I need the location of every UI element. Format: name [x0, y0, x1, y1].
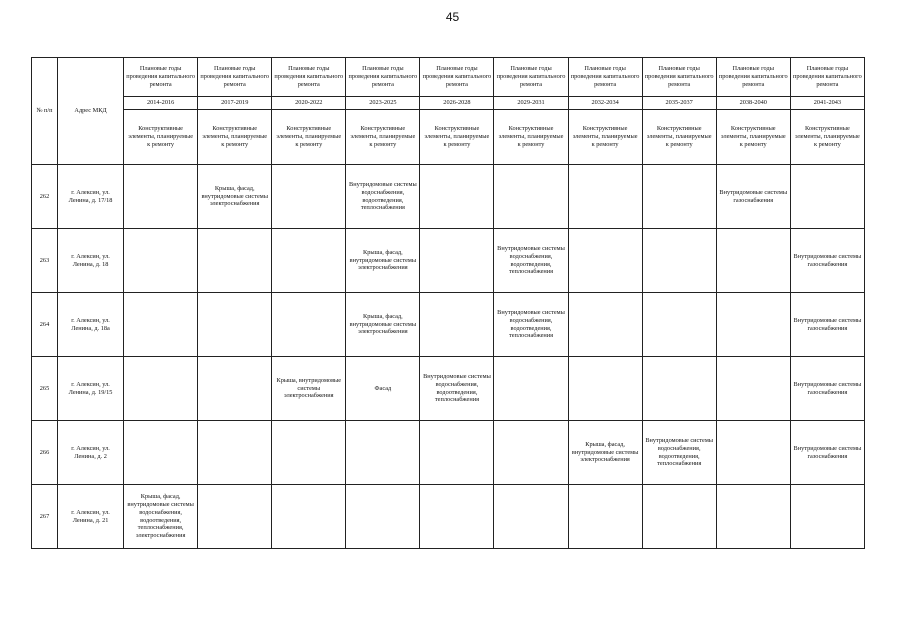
repair-cell [124, 357, 198, 421]
period-plan-header: Плановые годы проведения капитального ремонта [346, 58, 420, 97]
period-years: 2041-2043 [790, 97, 864, 110]
row-address: г. Алексин, ул. Ленина, д. 18а [58, 293, 124, 357]
period-plan-header: Плановые годы проведения капитального ремонта [790, 58, 864, 97]
elements-header: Конструктивные элементы, планируемые к ремонту [568, 110, 642, 165]
repair-cell [198, 485, 272, 549]
repair-cell: Внутридомовые системы водоснабжения, водоотведения, теплоснабжения [494, 229, 568, 293]
row-address: г. Алексин, ул. Ленина, д. 17/18 [58, 165, 124, 229]
elements-header: Конструктивные элементы, планируемые к ремонту [420, 110, 494, 165]
row-address: г. Алексин, ул. Ленина, д. 18 [58, 229, 124, 293]
repair-cell [568, 165, 642, 229]
repair-cell [716, 421, 790, 485]
repair-cell [124, 165, 198, 229]
elements-header: Конструктивные элементы, планируемые к ремонту [272, 110, 346, 165]
row-number: 266 [32, 421, 58, 485]
repair-cell [198, 421, 272, 485]
repair-cell: Внутридомовые системы водоснабжения, водоотведения, теплоснабжения [494, 293, 568, 357]
repair-cell [568, 357, 642, 421]
row-number: 267 [32, 485, 58, 549]
elements-header: Конструктивные элементы, планируемые к ремонту [494, 110, 568, 165]
period-plan-header: Плановые годы проведения капитального ремонта [568, 58, 642, 97]
repair-cell [642, 357, 716, 421]
repair-cell [346, 421, 420, 485]
repair-cell [272, 485, 346, 549]
repair-cell [790, 165, 864, 229]
repair-cell: Крыша, внутридомовые системы электроснабжения [272, 357, 346, 421]
period-plan-header: Плановые годы проведения капитального ремонта [198, 58, 272, 97]
header-row-years [32, 97, 865, 110]
repair-cell [124, 229, 198, 293]
repair-cell [272, 165, 346, 229]
period-plan-header: Плановые годы проведения капитального ремонта [494, 58, 568, 97]
repair-cell [568, 229, 642, 293]
period-plan-header: Плановые годы проведения капитального ремонта [420, 58, 494, 97]
page-number: 45 [445, 10, 460, 24]
repair-cell [642, 485, 716, 549]
period-years: 2026-2028 [420, 97, 494, 110]
repair-cell [272, 229, 346, 293]
repair-cell [642, 229, 716, 293]
repair-cell [420, 165, 494, 229]
repair-cell: Крыша, фасад, внутридомовые системы водоснабжения, водоотведения, теплоснабжения, электроснабжения [124, 485, 198, 549]
repair-cell [198, 357, 272, 421]
repair-cell: Фасад [346, 357, 420, 421]
capital-repair-schedule-table [31, 57, 865, 549]
repair-cell [790, 485, 864, 549]
repair-cell [420, 421, 494, 485]
repair-cell [494, 357, 568, 421]
table-row [32, 165, 865, 229]
elements-header: Конструктивные элементы, планируемые к ремонту [124, 110, 198, 165]
row-address: г. Алексин, ул. Ленина, д. 19/15 [58, 357, 124, 421]
repair-cell: Внутридомовые системы газоснабжения [716, 165, 790, 229]
repair-cell: Внутридомовые системы газоснабжения [790, 421, 864, 485]
row-number: 264 [32, 293, 58, 357]
repair-cell [716, 485, 790, 549]
period-years: 2032-2034 [568, 97, 642, 110]
row-number: 265 [32, 357, 58, 421]
repair-cell [272, 293, 346, 357]
repair-cell [124, 293, 198, 357]
period-years: 2017-2019 [198, 97, 272, 110]
column-header-number: № п/п [32, 58, 58, 165]
elements-header: Конструктивные элементы, планируемые к ремонту [716, 110, 790, 165]
repair-cell [642, 165, 716, 229]
period-years: 2023-2025 [346, 97, 420, 110]
row-number: 262 [32, 165, 58, 229]
repair-cell: Внутридомовые системы газоснабжения [790, 229, 864, 293]
period-years: 2020-2022 [272, 97, 346, 110]
repair-cell [568, 293, 642, 357]
header-row-plan [32, 58, 865, 97]
elements-header: Конструктивные элементы, планируемые к ремонту [346, 110, 420, 165]
repair-cell [494, 421, 568, 485]
header-row-elements [32, 110, 865, 165]
table-row [32, 421, 865, 485]
repair-cell: Внутридомовые системы водоснабжения, водоотведения, теплоснабжения [642, 421, 716, 485]
elements-header: Конструктивные элементы, планируемые к ремонту [790, 110, 864, 165]
repair-cell [420, 229, 494, 293]
repair-cell [642, 293, 716, 357]
table-row [32, 229, 865, 293]
repair-cell [420, 293, 494, 357]
repair-cell: Внутридомовые системы водоснабжения, водоотведения, теплоснабжения [420, 357, 494, 421]
column-header-address: Адрес МКД [58, 58, 124, 165]
period-years: 2029-2031 [494, 97, 568, 110]
period-years: 2038-2040 [716, 97, 790, 110]
repair-cell [716, 229, 790, 293]
repair-cell [346, 485, 420, 549]
repair-cell [716, 357, 790, 421]
period-plan-header: Плановые годы проведения капитального ремонта [272, 58, 346, 97]
elements-header: Конструктивные элементы, планируемые к ремонту [642, 110, 716, 165]
repair-cell: Внутридомовые системы водоснабжения, водоотведения, теплоснабжения [346, 165, 420, 229]
row-address: г. Алексин, ул. Ленина, д. 21 [58, 485, 124, 549]
repair-cell [494, 485, 568, 549]
repair-cell: Внутридомовые системы газоснабжения [790, 357, 864, 421]
repair-cell [494, 165, 568, 229]
repair-cell [272, 421, 346, 485]
period-plan-header: Плановые годы проведения капитального ремонта [642, 58, 716, 97]
repair-cell: Внутридомовые системы газоснабжения [790, 293, 864, 357]
repair-cell: Крыша, фасад, внутридомовые системы электроснабжения [346, 229, 420, 293]
period-plan-header: Плановые годы проведения капитального ремонта [124, 58, 198, 97]
period-years: 2035-2037 [642, 97, 716, 110]
repair-cell: Крыша, фасад, внутридомовые системы электроснабжения [568, 421, 642, 485]
repair-cell [568, 485, 642, 549]
row-address: г. Алексин, ул. Ленина, д. 2 [58, 421, 124, 485]
repair-cell: Крыша, фасад, внутридомовые системы электроснабжения [346, 293, 420, 357]
period-plan-header: Плановые годы проведения капитального ремонта [716, 58, 790, 97]
repair-cell [124, 421, 198, 485]
table-row [32, 357, 865, 421]
row-number: 263 [32, 229, 58, 293]
repair-cell [198, 293, 272, 357]
table-row [32, 293, 865, 357]
elements-header: Конструктивные элементы, планируемые к ремонту [198, 110, 272, 165]
period-years: 2014-2016 [124, 97, 198, 110]
repair-cell [420, 485, 494, 549]
repair-cell [198, 229, 272, 293]
repair-cell: Крыша, фасад, внутридомовые системы электроснабжения [198, 165, 272, 229]
table-row [32, 485, 865, 549]
repair-cell [716, 293, 790, 357]
